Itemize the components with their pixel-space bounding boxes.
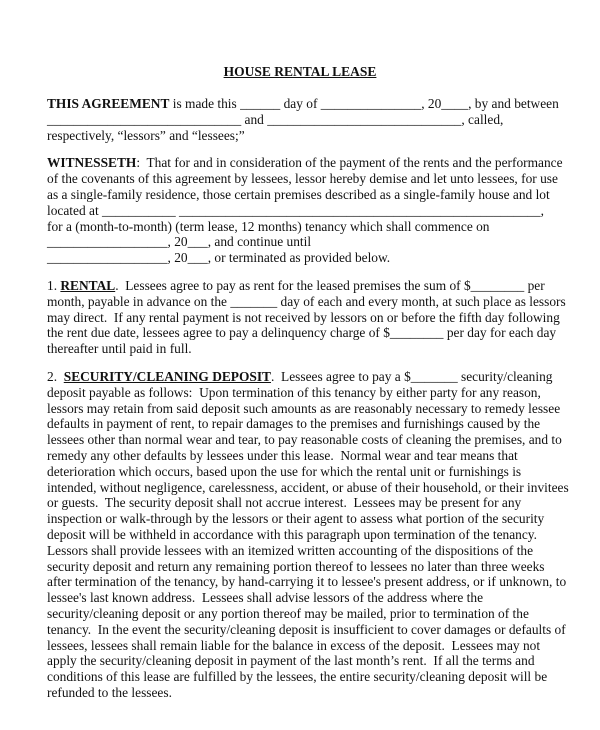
line-text: month, payable in advance on the _______ day of each and every month, at such place as lessors [47, 293, 566, 309]
text-line [47, 653, 567, 669]
text-line [47, 187, 567, 203]
line-text: defaults in payment of rent, to repair damages to the premises and furnishings caused by the [47, 416, 541, 432]
line-text: conditions of this lease are fulfilled by the lessees, the entire security/cleaning deposit will be [47, 669, 548, 685]
text-line [47, 590, 567, 606]
text-line [47, 171, 567, 187]
line-text: refunded to the lessees. [47, 684, 172, 700]
text-line [47, 278, 567, 294]
line-text: after termination of the tenancy, by hand-carrying it to lessee's present address, or if unknown, to [47, 574, 567, 590]
section-number: 1. [47, 277, 61, 293]
text-line [47, 622, 567, 638]
section-heading: SECURITY/CLEANING DEPOSIT [63, 368, 271, 384]
document-title [0, 64, 600, 80]
line-text: . Lessees agree to pay as rent for the leased premises the sum of $________ per [115, 277, 545, 293]
agreement-clause [47, 96, 567, 143]
line-text: security/cleaning deposit or any portion thereof may be mailed, prior to termination of the [47, 605, 529, 621]
text-line [47, 574, 567, 590]
text-line [47, 369, 567, 385]
text-line [47, 155, 567, 171]
line-text: deposit will be withheld in accordance with this paragraph upon termination of the tenancy. [47, 526, 537, 542]
text-line [47, 685, 567, 701]
line-text: lessee's last known address. Lessees shall advise lessors of the address where the [47, 590, 484, 606]
text-line [47, 294, 567, 310]
document-title-text: HOUSE RENTAL LEASE [223, 64, 377, 79]
line-text: : That for and in consideration of the payment of the rents and the performance [136, 155, 563, 171]
line-text: apply the security/cleaning deposit in payment of the last month’s rent. If all the terms and [47, 653, 535, 669]
text-line [47, 448, 567, 464]
text-line [47, 341, 567, 357]
line-text: thereafter until paid in full. [47, 341, 192, 357]
text-line [47, 325, 567, 341]
text-line [47, 432, 567, 448]
section-heading: THIS AGREEMENT [47, 96, 170, 111]
line-text: Lessors shall provide lessees with an itemized written accounting of the dispositions of the [47, 542, 534, 558]
security-deposit-clause [47, 369, 567, 701]
text-line [47, 638, 567, 654]
line-text: intended, without negligence, carelessness, accident, or abuse of their household, or their invitees [47, 479, 569, 495]
lease-document-body [47, 96, 567, 713]
text-line [47, 128, 567, 144]
text-line [47, 416, 567, 432]
text-line [47, 606, 567, 622]
text-line [47, 203, 567, 219]
line-text: lessees other than normal wear and tear, to pay reasonable costs of cleaning the premises, and to [47, 432, 562, 448]
text-line [47, 543, 567, 559]
text-line [47, 385, 567, 401]
rental-clause [47, 278, 567, 357]
line-text: or guests. The security deposit shall not accrue interest. Lessees may be present for any [47, 495, 522, 511]
line-text: __________________, 20___, and continue until [47, 234, 312, 250]
text-line [47, 234, 567, 250]
section-heading: RENTAL [60, 277, 116, 293]
text-line [47, 219, 567, 235]
line-text: is made this ______ day of _______________, 20____, by and between [169, 96, 559, 111]
section-heading: WITNESSETH [47, 155, 137, 171]
text-line [47, 527, 567, 543]
section-number: 2. [47, 368, 64, 384]
text-line [47, 495, 567, 511]
text-line [47, 511, 567, 527]
text-line [47, 401, 567, 417]
witnesseth-clause [47, 155, 567, 266]
text-line [47, 480, 567, 496]
text-line [47, 310, 567, 326]
line-text: . Lessees agree to pay a $_______ security/cleaning [270, 368, 553, 384]
line-text: of the covenants of this agreement by lessees, lessor hereby demise and let unto lessees, for use [47, 171, 558, 187]
text-line [47, 96, 567, 112]
line-text: __________________, 20___, or terminated as provided below. [47, 250, 391, 266]
line-text: may direct. If any rental payment is not received by lessors on or before the fifth day following [47, 309, 560, 325]
text-line [47, 112, 567, 128]
line-text: tenancy. In the event the security/cleaning deposit is insufficient to cover damages or defaults of [47, 621, 566, 637]
line-text: the rent due date, lessees agree to pay a delinquency charge of $________ per day for each day [47, 325, 557, 341]
text-line [47, 669, 567, 685]
line-text: security deposit and return any remaining portion thereof to lessees no later than three weeks [47, 558, 545, 574]
line-text: lessors may retain from said deposit such amounts as are reasonably necessary to remedy lessee [47, 400, 561, 416]
line-text: for a (month-to-month) (term lease, 12 months) tenancy which shall commence on [47, 218, 490, 234]
line-text: remedy any other defaults by lessees under this lease. Normal wear and tear means that [47, 447, 518, 463]
line-text: deposit payable as follows: Upon termination of this tenancy by either party for any reason, [47, 384, 541, 400]
line-text: deterioration which occurs, based upon the use for which the rental unit or furnishings is [47, 463, 522, 479]
line-text: inspection or walk-through by the lessors or their agent to assess what portion of the security [47, 511, 545, 527]
line-text: located at ___________ ______________________________________________________, [47, 202, 544, 218]
text-line [47, 464, 567, 480]
line-text: _____________________________ and _____________________________, called, [47, 111, 504, 127]
line-text: as a single-family residence, those certain premises described as a single-family house and lot [47, 186, 550, 202]
text-line [47, 250, 567, 266]
line-text: lessees, lessees shall remain liable for the balance in excess of the deposit. Lessees may not [47, 637, 541, 653]
line-text: respectively, “lessors” and “lessees;” [47, 127, 245, 143]
text-line [47, 559, 567, 575]
